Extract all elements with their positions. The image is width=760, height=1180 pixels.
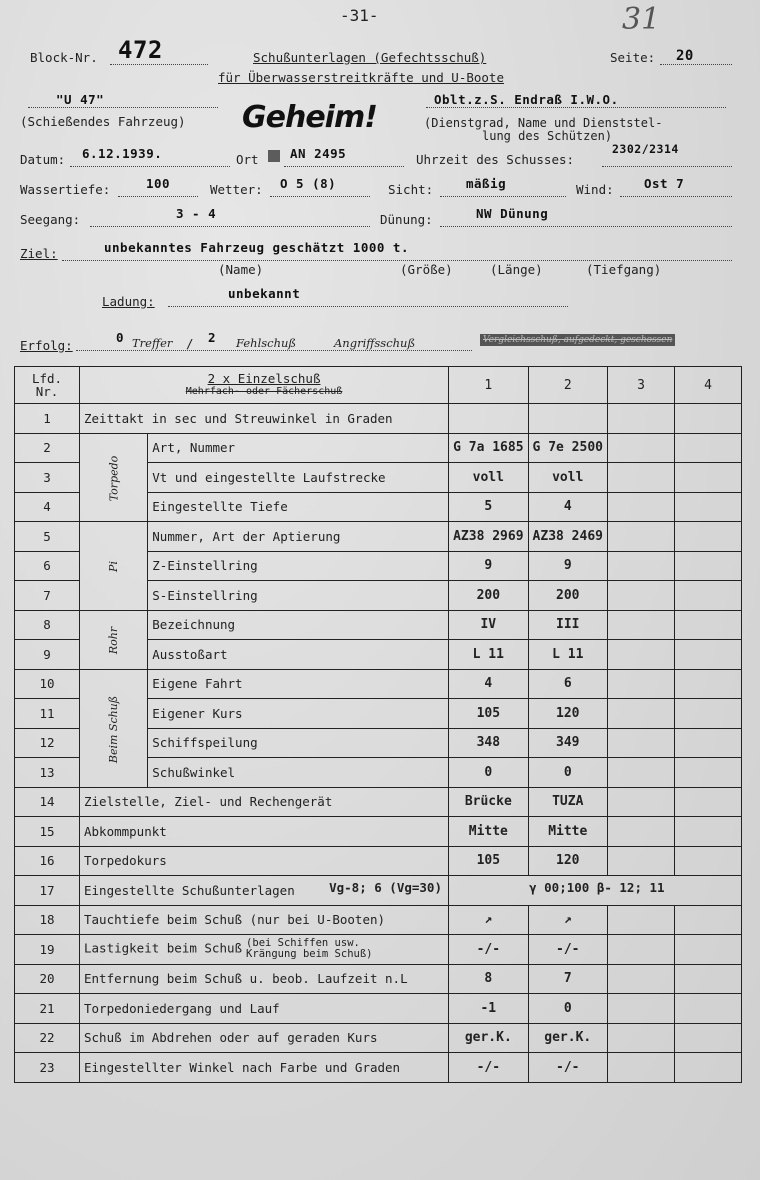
- row-description: Torpedokurs: [80, 846, 449, 876]
- value-col-2: Mitte: [528, 817, 607, 847]
- value-col-2: -/-: [528, 935, 607, 965]
- row-number: 14: [15, 787, 80, 817]
- form-subtitle: für Überwasserstreitkräfte und U-Boote: [218, 70, 504, 85]
- target-sub-draft: (Tiefgang): [586, 262, 662, 277]
- value-col-4: [675, 610, 742, 640]
- value-col-4: [675, 1023, 742, 1053]
- geheim-stamp: Geheim!: [242, 100, 377, 135]
- misses-label: Fehlschuß: [236, 336, 297, 350]
- value-col-4: [675, 522, 742, 552]
- value-col-4: [675, 964, 742, 994]
- hits-value: 0: [116, 330, 125, 345]
- target-sub-name: (Name): [218, 262, 264, 277]
- value-col-4: [675, 699, 742, 729]
- visibility-label: Sicht:: [388, 182, 434, 197]
- value-col-4: [675, 846, 742, 876]
- target-value: unbekanntes Fahrzeug geschätzt 1000 t.: [104, 240, 409, 255]
- value-col-3: [608, 610, 675, 640]
- shooter-label-1: (Dienstgrad, Name und Dienststel-: [424, 116, 663, 130]
- value-col-4: [675, 404, 742, 434]
- value-col-4: [675, 492, 742, 522]
- sea-label: Seegang:: [20, 212, 81, 227]
- value-col-4: [675, 935, 742, 965]
- row-description: Eigener Kurs: [148, 699, 449, 729]
- col-3-header: 3: [608, 367, 675, 404]
- weather-label: Wetter:: [210, 182, 263, 197]
- value-col-2: ↗: [528, 905, 607, 935]
- row-number: 15: [15, 817, 80, 847]
- value-col-3: [608, 640, 675, 670]
- ort-label: Ort: [236, 152, 259, 167]
- grid-square-icon: [268, 150, 280, 162]
- value-col-1: IV: [449, 610, 528, 640]
- value-col-2: III: [528, 610, 607, 640]
- row-description: Torpedoniedergang und Lauf: [80, 994, 449, 1024]
- page-label: Seite:: [610, 50, 656, 65]
- wind-value: Ost 7: [644, 176, 685, 191]
- row-description: Ausstoßart: [148, 640, 449, 670]
- group-label-pi: Pi: [80, 522, 148, 611]
- row-number: 7: [15, 581, 80, 611]
- vessel-value: "U 47": [56, 92, 105, 107]
- value-col-2: 120: [528, 846, 607, 876]
- row-description: Eigene Fahrt: [148, 669, 449, 699]
- depth-value: 100: [146, 176, 171, 191]
- row-description: Abkommpunkt: [80, 817, 449, 847]
- table-row: [15, 846, 742, 876]
- value-col-1: ger.K.: [449, 1023, 528, 1053]
- group-label-rohr: Rohr: [80, 610, 148, 669]
- table-row: [15, 522, 742, 552]
- value-col-3: [608, 1023, 675, 1053]
- attack-label: Angriffsschuß: [334, 336, 416, 350]
- value-col-2: TUZA: [528, 787, 607, 817]
- value-col-3: [608, 669, 675, 699]
- value-col-2: 0: [528, 994, 607, 1024]
- row-number: 3: [15, 463, 80, 493]
- row-description: Schußwinkel: [148, 758, 449, 788]
- row-description: Zielstelle, Ziel- und Rechengerät: [80, 787, 449, 817]
- value-col-4: [675, 640, 742, 670]
- row-number: 8: [15, 610, 80, 640]
- col-2-header: 2: [528, 367, 607, 404]
- block-label: Block-Nr.: [30, 50, 98, 65]
- group-label-torpedo: Torpedo: [80, 433, 148, 522]
- table-row: [15, 935, 742, 965]
- row-number: 12: [15, 728, 80, 758]
- value-col-1: 9: [449, 551, 528, 581]
- time-value: 2302/2314: [612, 142, 679, 156]
- value-col-1: 4: [449, 669, 528, 699]
- table-row: [15, 669, 742, 699]
- row-description: Tauchtiefe beim Schuß (nur bei U-Booten): [80, 905, 449, 935]
- result-label: Erfolg:: [20, 338, 73, 353]
- cargo-label: Ladung:: [102, 294, 155, 309]
- weather-value: O 5 (8): [280, 176, 337, 191]
- hits-label: Treffer: [132, 336, 173, 350]
- value-col-1: ↗: [449, 905, 528, 935]
- value-col-3: [608, 581, 675, 611]
- value-col-2: 6: [528, 669, 607, 699]
- row-number: 19: [15, 935, 80, 965]
- misses-value: 2: [208, 330, 217, 345]
- col-4-header: 4: [675, 367, 742, 404]
- value-col-3: [608, 551, 675, 581]
- row-description: Vt und eingestellte Laufstrecke: [148, 463, 449, 493]
- value-col-1: -/-: [449, 1053, 528, 1083]
- row-description: Z-Einstellring: [148, 551, 449, 581]
- value-col-2: ger.K.: [528, 1023, 607, 1053]
- row-number: 18: [15, 905, 80, 935]
- row-description: Schuß im Abdrehen oder auf geraden Kurs: [80, 1023, 449, 1053]
- row-number: 9: [15, 640, 80, 670]
- value-col-1: Mitte: [449, 817, 528, 847]
- row-description: S-Einstellring: [148, 581, 449, 611]
- value-col-4: [675, 433, 742, 463]
- value-col-1: L 11: [449, 640, 528, 670]
- row-number: 21: [15, 994, 80, 1024]
- table-row: [15, 610, 742, 640]
- sea-value: 3 - 4: [176, 206, 217, 221]
- value-col-3: [608, 1053, 675, 1083]
- value-col-2: voll: [528, 463, 607, 493]
- row-description: Eingestellter Winkel nach Farbe und Graden: [80, 1053, 449, 1083]
- value-col-3: [608, 964, 675, 994]
- visibility-value: mäßig: [466, 176, 507, 191]
- value-col-4: [675, 787, 742, 817]
- struck-out-label: Vergleichsschuß, aufgedeckt, geschossen: [480, 334, 675, 346]
- row-description: Schiffspeilung: [148, 728, 449, 758]
- row-number: 6: [15, 551, 80, 581]
- cargo-value: unbekannt: [228, 286, 301, 301]
- value-col-2: 9: [528, 551, 607, 581]
- row-description: Lastigkeit beim Schuß (bei Schiffen usw. Krängung beim Schuß): [80, 935, 449, 965]
- time-label: Uhrzeit des Schusses:: [416, 152, 575, 167]
- value-col-2: 0: [528, 758, 607, 788]
- row-description: Eingestellte Schußunterlagen: [80, 876, 449, 906]
- value-col-3: [608, 699, 675, 729]
- wind-label: Wind:: [576, 182, 614, 197]
- table-row: [15, 964, 742, 994]
- value-col-3: [608, 935, 675, 965]
- value-col-3: [608, 433, 675, 463]
- value-col-3: [608, 492, 675, 522]
- row-number: 13: [15, 758, 80, 788]
- table-row: [15, 404, 742, 434]
- value-col-1: 200: [449, 581, 528, 611]
- value-col-1: 8: [449, 964, 528, 994]
- target-sub-length: (Länge): [490, 262, 543, 277]
- value-col-2: L 11: [528, 640, 607, 670]
- group-label-beim_schuss: Beim Schuß: [80, 669, 148, 787]
- row-number: 2: [15, 433, 80, 463]
- value-col-3: [608, 404, 675, 434]
- value-col-3: [608, 787, 675, 817]
- row-number: 11: [15, 699, 80, 729]
- swell-label: Dünung:: [380, 212, 433, 227]
- value-col-4: [675, 581, 742, 611]
- page-value: 20: [676, 48, 694, 64]
- value-col-4: [675, 551, 742, 581]
- value-col-3: [608, 463, 675, 493]
- table-row: [15, 876, 742, 906]
- date-value: 6.12.1939.: [82, 146, 163, 161]
- value-col-1: [449, 404, 528, 434]
- depth-label: Wassertiefe:: [20, 182, 111, 197]
- row-description: Art, Nummer: [148, 433, 449, 463]
- vessel-label: (Schießendes Fahrzeug): [20, 114, 186, 129]
- row-number: 16: [15, 846, 80, 876]
- value-col-2: 200: [528, 581, 607, 611]
- row-description: Entfernung beim Schuß u. beob. Laufzeit n.L: [80, 964, 449, 994]
- value-col-2: 4: [528, 492, 607, 522]
- table-row: [15, 817, 742, 847]
- table-row: [15, 1023, 742, 1053]
- corner-handwritten-mark: 31: [622, 2, 661, 37]
- value-col-1: 348: [449, 728, 528, 758]
- value-col-3: [608, 994, 675, 1024]
- col-nr-header: Lfd. Nr.: [15, 367, 80, 404]
- value-col-4: [675, 463, 742, 493]
- value-col-3: [608, 522, 675, 552]
- value-col-3: [608, 758, 675, 788]
- value-col-4: [675, 905, 742, 935]
- value-col-1: 5: [449, 492, 528, 522]
- value-col-1: AZ38 2969: [449, 522, 528, 552]
- value-col-2: 120: [528, 699, 607, 729]
- value-col-1: Brücke: [449, 787, 528, 817]
- value-col-3: [608, 728, 675, 758]
- value-col-1: G 7a 1685: [449, 433, 528, 463]
- value-col-1: 0: [449, 758, 528, 788]
- table-row: [15, 787, 742, 817]
- shot-data-table: [14, 366, 742, 1083]
- value-col-2: 7: [528, 964, 607, 994]
- ort-value: AN 2495: [290, 146, 347, 161]
- value-col-3: [608, 817, 675, 847]
- row-description: Bezeichnung: [148, 610, 449, 640]
- value-col-2: AZ38 2469: [528, 522, 607, 552]
- row-number: 22: [15, 1023, 80, 1053]
- row-number: 23: [15, 1053, 80, 1083]
- value-col-1: -1: [449, 994, 528, 1024]
- table-row: [15, 1053, 742, 1083]
- shooter-value: Oblt.z.S. Endraß I.W.O.: [434, 92, 619, 107]
- value-col-4: [675, 994, 742, 1024]
- row-number: 1: [15, 404, 80, 434]
- form-title: Schußunterlagen (Gefechtsschuß): [253, 50, 487, 65]
- row-description: Nummer, Art der Aptierung: [148, 522, 449, 552]
- col-desc-header: 2 x Einzelschuß Mehrfach- oder Fächerschuß: [80, 367, 449, 404]
- document-page: -31- 31 Block-Nr. 472 Schußunterlagen (Gefechtsschuß) für Überwasserstreitkräfte und U-Boote Seite: 20 "U 47" (Schießendes Fahrzeug) Geheim! Oblt.z.S. Endraß I.W.O. (Dienstgrad, Name und Dienststel- lung des Schützen) Datum: 6.12.1939. Ort AN 2495 Uhrzeit des Schusses: 2302/2314 Wassertiefe: 100 Wetter: O 5 (8) Sicht: mäßig Wind: Ost 7 Seegang: 3 - 4 Dünung: NW Dünung Ziel: unbekanntes Fahrzeug geschätzt 1000 t. (Name) (Größe) (Länge) (Tiefgang) Ladung: unbekannt Erfolg: 0 Treffer / 2 Fehlschuß Angriffsschuß Vergleichsschuß, aufgedeckt, geschossen Lfd. Nr. 2 x Einzelschuß Mehrfach- oder Fächerschuß 1 2 3 4 1 Zeittakt in sec und Streuwinkel in Graden 2 Torpedo Art, Nummer G 7a 1685 G 7e 2500 3 Vt und eingestellte Laufstrecke voll voll 4 Eingestellte Tiefe 5 4 5 Pi Nummer, Art der Aptierung AZ38 2969 AZ38 2469 6 Z-Einstellring 9 9 7 S-Einstellring 200 200 8 Rohr Bezeichnung IV III 9 Ausstoßart L 11 L 11 10 Beim Schuß Eigene Fahrt 4 6 11 Eigener Kurs 105 120 12 Schiffspeilung 348 349 13 Schußwinkel 0 0 14 Zielstelle, Ziel- und Rechengerät Brücke TUZA 15 Abkommpunkt Mitte Mitte 16 Torpedokurs 105 120 17 Eingestellte Schußunterlagen Vg-8; 6 (Vg=30) γ 00;100 β- 12; 11 18 Tauchtiefe beim Schuß (nur bei U-Booten) ↗ ↗ 19 Lastigkeit beim Schuß (bei Schiffen usw. Krängung beim Schuß) -/- -/- 20 Entfernung beim Schuß u. beob. Laufzeit n.L 8 7 21 Torpedoniedergang und Lauf -1 0 22 Schuß im Abdrehen oder auf geraden Kurs ger.K. ger.K. 23 Eingestellter Winkel nach Farbe und Graden -/- -/-: [0, 0, 760, 1180]
- block-number: 472: [118, 36, 163, 64]
- value-col-1: 105: [449, 699, 528, 729]
- table-row: [15, 905, 742, 935]
- row-number: 4: [15, 492, 80, 522]
- table-row: [15, 994, 742, 1024]
- row-description: Eingestellte Tiefe: [148, 492, 449, 522]
- page-number: -31-: [340, 6, 379, 25]
- value-col-4: [675, 669, 742, 699]
- value-col-4: [675, 728, 742, 758]
- row-number: 17: [15, 876, 80, 906]
- value-col-4: [675, 1053, 742, 1083]
- value-col-4: [675, 758, 742, 788]
- col-1-header: 1: [449, 367, 528, 404]
- row-description: Zeittakt in sec und Streuwinkel in Graden: [80, 404, 449, 434]
- table-header-row: [15, 367, 742, 404]
- value-col-3: [608, 846, 675, 876]
- value-col-1: 105: [449, 846, 528, 876]
- table-row: [15, 433, 742, 463]
- date-label: Datum:: [20, 152, 66, 167]
- value-col-2: 349: [528, 728, 607, 758]
- value-col-3: [608, 905, 675, 935]
- target-label: Ziel:: [20, 246, 58, 261]
- value-col-1: voll: [449, 463, 528, 493]
- row-number: 20: [15, 964, 80, 994]
- target-sub-size: (Größe): [400, 262, 453, 277]
- shooter-label-2: lung des Schützen): [482, 129, 613, 143]
- value-col-2: G 7e 2500: [528, 433, 607, 463]
- row-number: 5: [15, 522, 80, 552]
- value-col-2: -/-: [528, 1053, 607, 1083]
- value-col-1: -/-: [449, 935, 528, 965]
- value-col-4: [675, 817, 742, 847]
- swell-value: NW Dünung: [476, 206, 549, 221]
- row-number: 10: [15, 669, 80, 699]
- setting-notes: Vg-8; 6 (Vg=30) γ 00;100 β- 12; 11: [449, 876, 742, 906]
- value-col-2: [528, 404, 607, 434]
